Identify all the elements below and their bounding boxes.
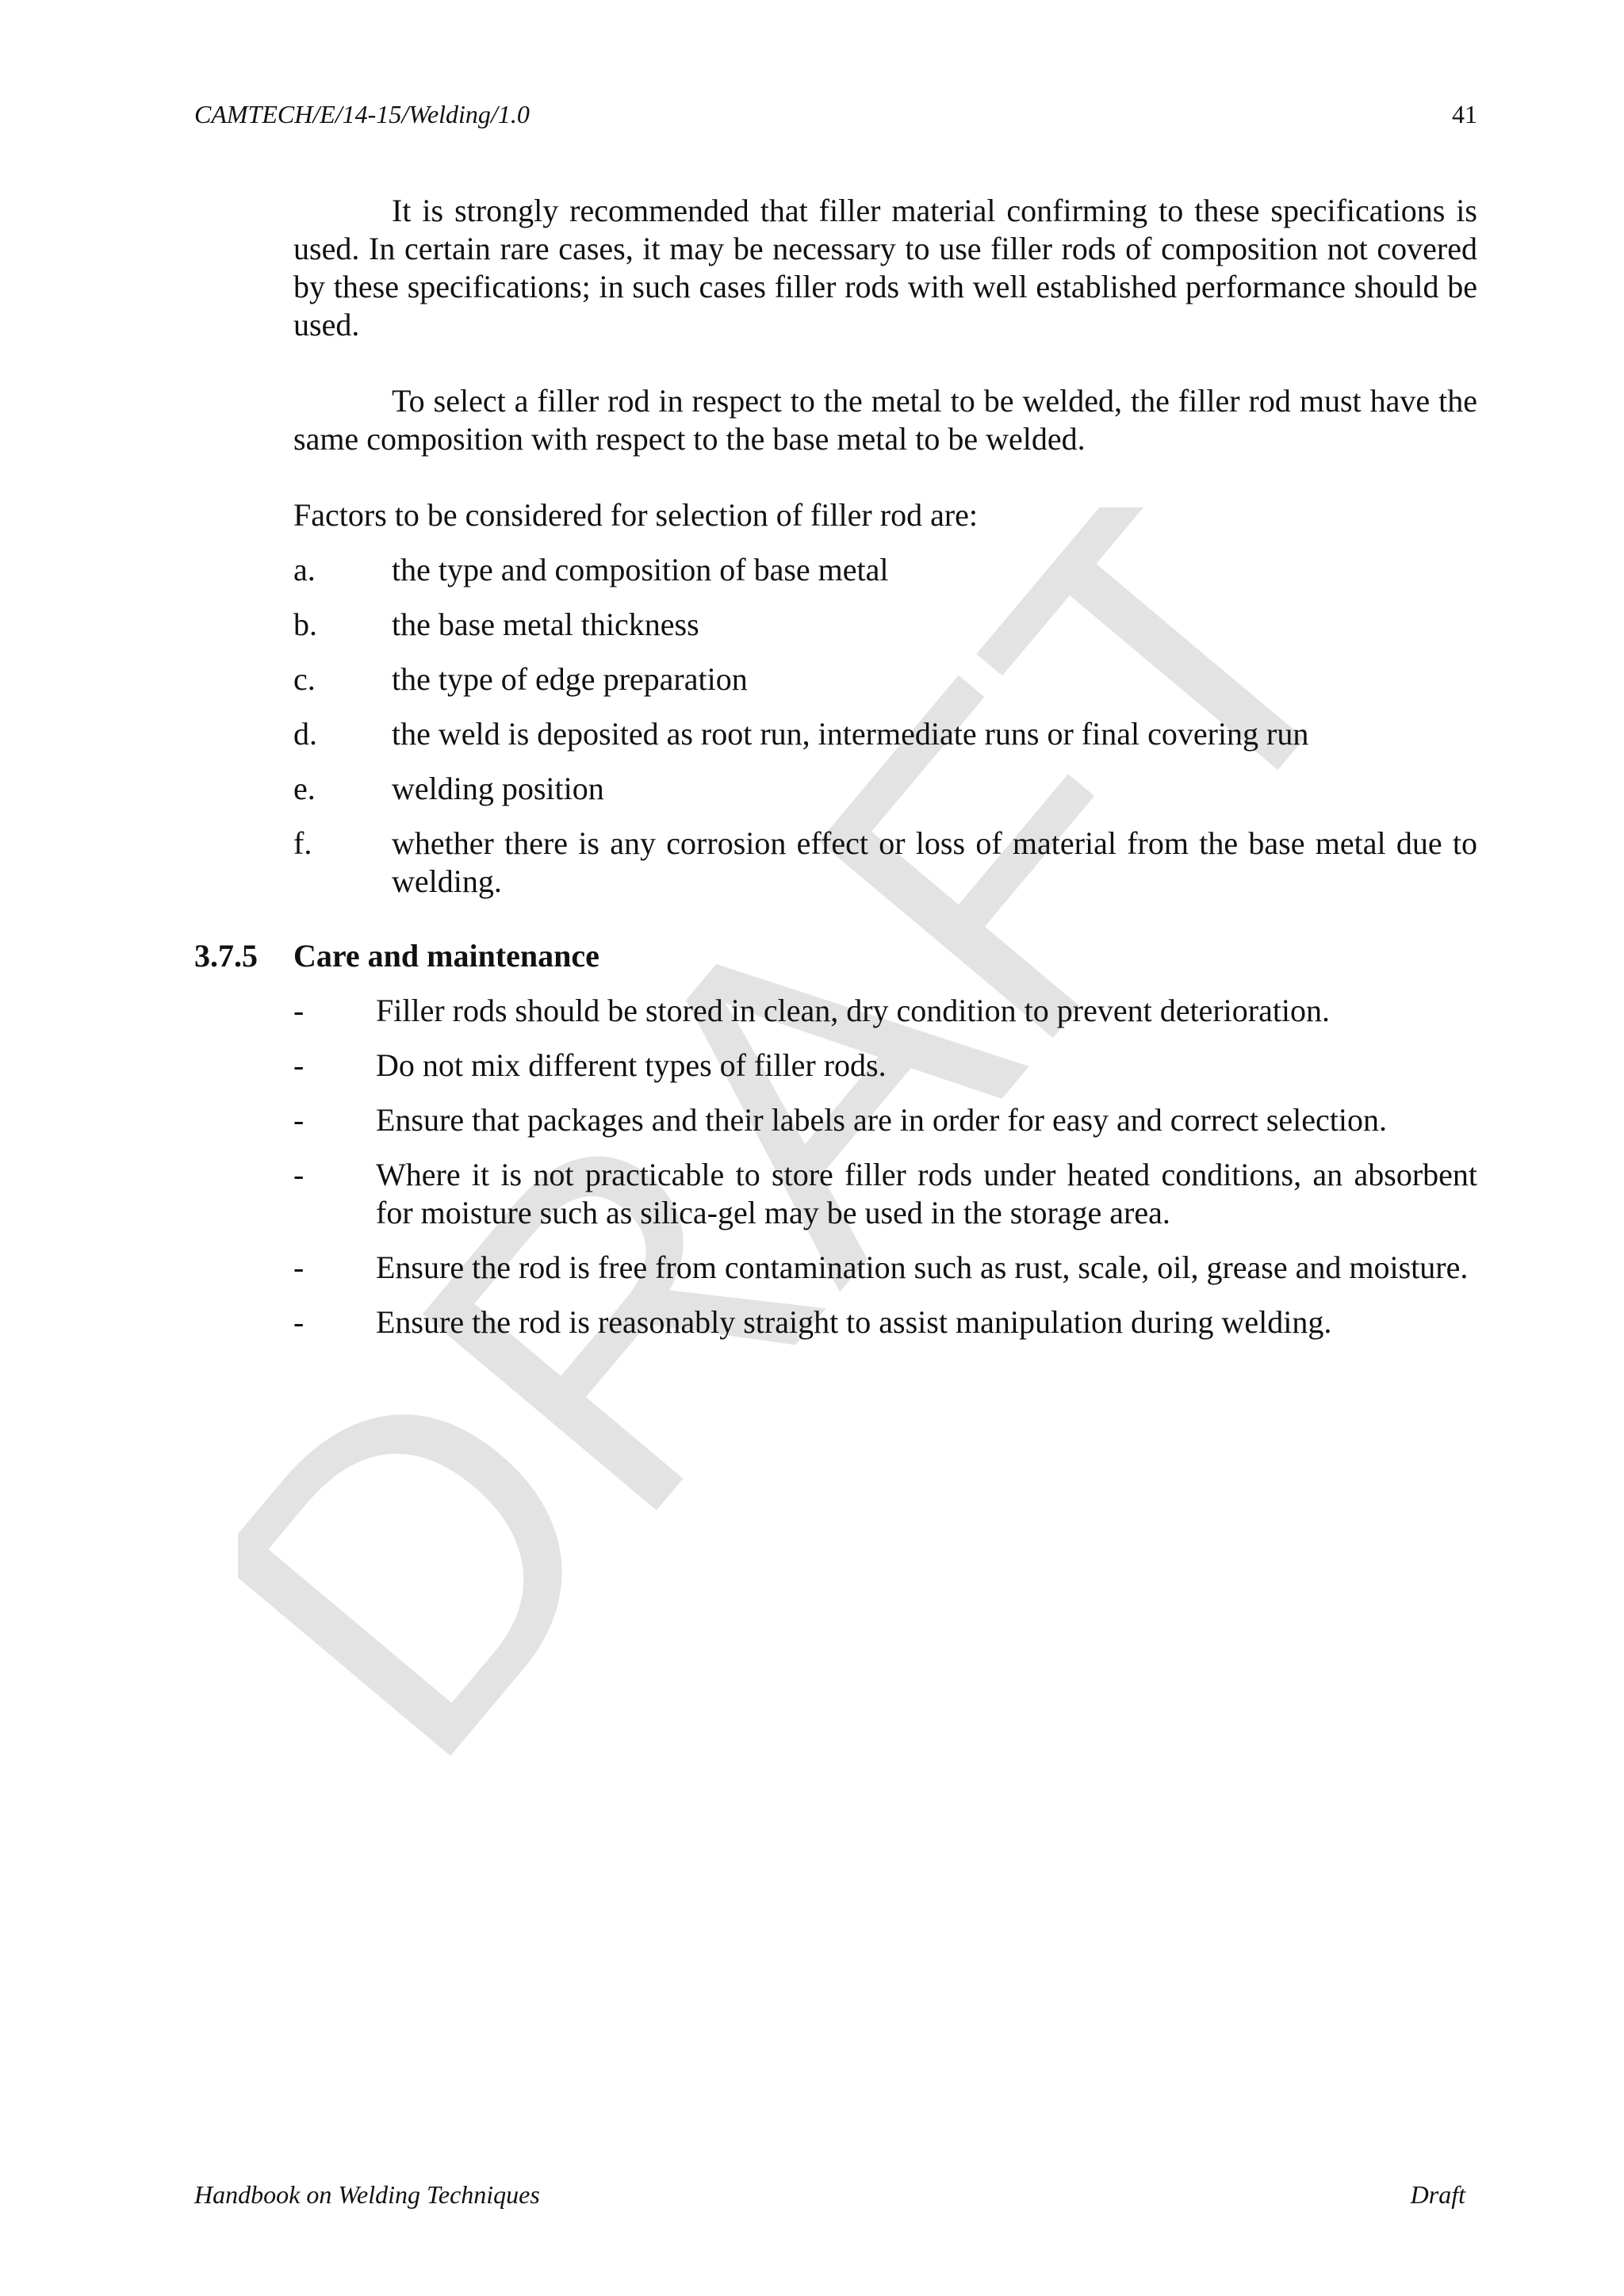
list-item-text: Ensure the rod is free from contamination such as rust, scale, oil, grease and moisture. [376, 1249, 1469, 1285]
list-item [293, 606, 1477, 644]
list-marker: - [293, 1157, 304, 1192]
list-item-text: the type of edge preparation [392, 661, 748, 697]
list-item [293, 825, 1477, 901]
section-number: 3.7.5 [194, 938, 258, 974]
list-marker: a. [293, 552, 316, 587]
list-item [293, 1047, 1477, 1085]
list-item-text: whether there is any corrosion effect or loss of material from the base metal due to welding. [392, 825, 1477, 899]
document-code: CAMTECH/E/14-15/Welding/1.0 [194, 100, 530, 128]
list-item [293, 1249, 1477, 1287]
list-item [293, 1303, 1477, 1341]
list-item-text: the weld is deposited as root run, intermediate runs or final covering run [392, 716, 1309, 752]
list-marker: - [293, 1304, 304, 1340]
list-item [293, 770, 1477, 808]
list-item-text: Where it is not practicable to store filler rods under heated conditions, an absorbent for moisture such as silica-gel may be used in the storage area. [376, 1157, 1477, 1230]
list-marker: f. [293, 825, 312, 861]
list-item [293, 660, 1477, 698]
list-marker: - [293, 993, 304, 1028]
list-item-text: welding position [392, 771, 604, 806]
footer-status: Draft [1410, 2180, 1465, 2209]
section-care-maintenance [194, 937, 1477, 1341]
list-item [293, 992, 1477, 1030]
list-item [293, 715, 1477, 753]
paragraph-filler-selection: To select a filler rod in respect to the metal to be welded, the filler rod must have the same composition with respect to the base metal to be welded. [293, 383, 1477, 457]
list-item-text: Do not mix different types of filler rods. [376, 1047, 887, 1083]
list-item-text: Filler rods should be stored in clean, dry condition to prevent deterioration. [376, 993, 1331, 1028]
page-number: 41 [1452, 100, 1477, 128]
list-marker: c. [293, 661, 316, 697]
list-item-text: Ensure the rod is reasonably straight to assist manipulation during welding. [376, 1304, 1332, 1340]
watermark-text: DRAFT [238, 507, 1388, 1776]
list-item [293, 1156, 1477, 1232]
list-marker: d. [293, 716, 317, 752]
list-item-text: the type and composition of base metal [392, 552, 889, 587]
paragraph-filler-recommendation: It is strongly recommended that filler material confirming to these specifications is used. In certain rare cases, it may be necessary to use filler rods of composition not covered by these specifications; in such cases filler rods with well established performance should be used. [293, 193, 1477, 342]
section-title: Care and maintenance [293, 938, 599, 974]
factors-intro: Factors to be considered for selection of filler rod are: [293, 497, 979, 533]
page-footer [194, 2179, 1465, 2218]
list-marker: - [293, 1102, 304, 1138]
care-list [293, 992, 1477, 1341]
list-marker: - [293, 1249, 304, 1285]
list-item-text: the base metal thickness [392, 607, 699, 642]
list-marker: b. [293, 607, 317, 642]
list-item-text: Ensure that packages and their labels are in order for easy and correct selection. [376, 1102, 1387, 1138]
list-item [293, 1101, 1477, 1139]
main-content [194, 192, 1477, 1358]
footer-title: Handbook on Welding Techniques [194, 2180, 540, 2209]
list-marker: - [293, 1047, 304, 1083]
list-item [293, 551, 1477, 589]
list-marker: e. [293, 771, 316, 806]
factors-list [293, 551, 1477, 901]
page-header [194, 98, 1477, 138]
